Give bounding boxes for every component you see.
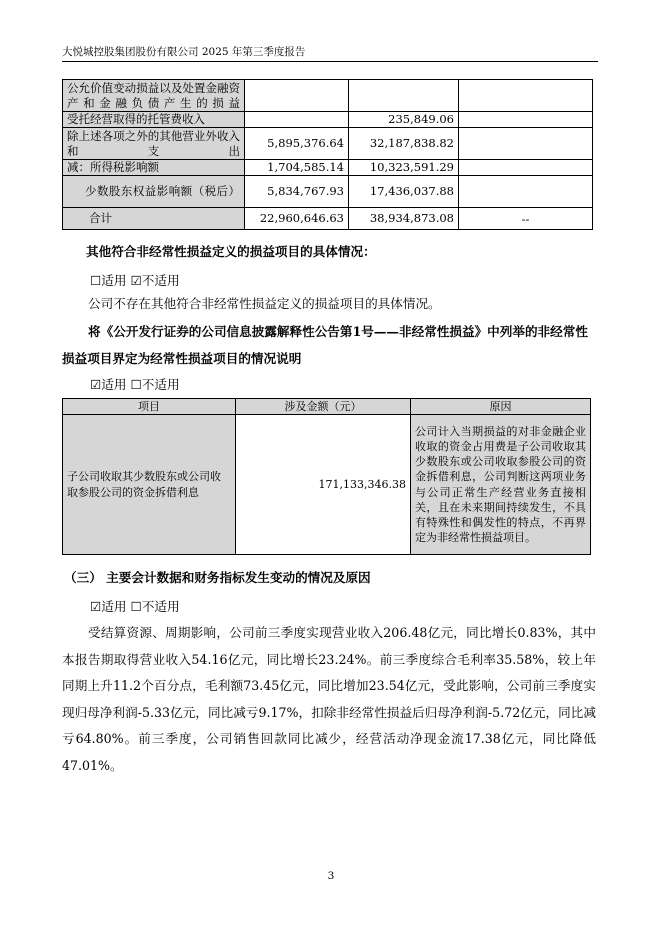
- row-label: 合计: [63, 208, 245, 230]
- table-header-row: [63, 399, 591, 415]
- table-row: [63, 128, 593, 160]
- table-row: [63, 415, 591, 555]
- amount-ytd: [349, 80, 459, 112]
- amount-cell: 171,133,346.38: [236, 415, 411, 555]
- row-label: 减：所得税影响额: [63, 160, 245, 176]
- amount-ytd: 32,187,838.82: [349, 128, 459, 160]
- page-header: 大悦城控股集团股份有限公司 2025 年第三季度报告: [62, 46, 306, 58]
- row-note: [459, 112, 593, 128]
- section-heading-three: （三） 主要会计数据和财务指标发生变动的情况及原因: [64, 570, 371, 585]
- row-note: [459, 128, 593, 160]
- row-label: 公允价值变动损益以及处置金融资产和金融负债产生的损益: [63, 80, 245, 112]
- amount-current: 5,834,767.93: [245, 176, 349, 208]
- column-header: 涉及金额（元）: [236, 399, 411, 415]
- section-paragraph: 受结算资源、周期影响，公司前三季度实现营业收入206.48亿元，同比增长0.83%，其中本报告期取得营业收入54.16亿元，同比增长23.24%。前三季度综合毛利率35.58%，较上年同期上升11.2个百分点，毛利额73.45亿元，同比增加23.54亿元，受此影响，公司前三季度实现归母净利润-5.33亿元，同比减亏9.17%，扣除非经常性损益后归母净利润-5.72亿元，同比减亏64.80%。前三季度，公司销售回款同比减少，经营活动净现金流17.38亿元，同比降低47.01%。: [62, 625, 596, 773]
- section-text-other: 公司不存在其他符合非经常性损益定义的损益项目的具体情况。: [88, 296, 441, 311]
- table-row: [63, 112, 593, 128]
- row-note: --: [459, 208, 593, 230]
- item-cell: 子公司收取其少数股东或公司收取参股公司的资金拆借利息: [63, 415, 236, 555]
- header-divider: [62, 61, 598, 62]
- row-label: 少数股东权益影响额（税后）: [63, 176, 245, 208]
- section-heading-other: 其他符合非经常性损益定义的损益项目的具体情况：: [86, 244, 376, 259]
- nonrecurring-items-table: [62, 79, 593, 230]
- amount-ytd: 38,934,873.08: [349, 208, 459, 230]
- column-header: 项目: [63, 399, 236, 415]
- amount-current: [245, 112, 349, 128]
- table-row: [63, 208, 593, 230]
- applicability-checkbox: ☑适用 ☐不适用: [90, 599, 180, 614]
- reason-cell: 公司计入当期损益的对非金融企业收取的资金占用费是子公司收取其少数股东或公司收取参股公司的资金拆借利息，公司判断这两项业务与公司正常生产经营业务直接相关，且在未来期间持续发生，不具有特殊性和偶发性的特点，不再界定为非经常性损益项目。: [411, 415, 591, 555]
- amount-ytd: 10,323,591.29: [349, 160, 459, 176]
- amount-ytd: 17,436,037.88: [349, 176, 459, 208]
- table-row: [63, 176, 593, 208]
- table-row: [63, 80, 593, 112]
- row-note: [459, 176, 593, 208]
- row-note: [459, 80, 593, 112]
- page-number: 3: [327, 870, 335, 882]
- applicability-checkbox: ☐适用 ☑不适用: [90, 273, 180, 288]
- row-label: 受托经营取得的托管费收入: [63, 112, 245, 128]
- column-header: 原因: [411, 399, 591, 415]
- amount-current: 1,704,585.14: [245, 160, 349, 176]
- section-heading-reclass: 将《公开发行证券的公司信息披露解释性公告第1号——非经常性损益》中列举的非经常性损益项目界定为经常性损益项目的情况说明: [62, 324, 588, 366]
- applicability-checkbox: ☑适用 ☐不适用: [90, 377, 180, 392]
- amount-current: 5,895,376.64: [245, 128, 349, 160]
- amount-current: 22,960,646.63: [245, 208, 349, 230]
- table-row: [63, 160, 593, 176]
- amount-ytd: 235,849.06: [349, 112, 459, 128]
- amount-current: [245, 80, 349, 112]
- row-note: [459, 160, 593, 176]
- reclassified-items-table: [62, 398, 591, 555]
- row-label: 除上述各项之外的其他营业外收入和支出: [63, 128, 245, 160]
